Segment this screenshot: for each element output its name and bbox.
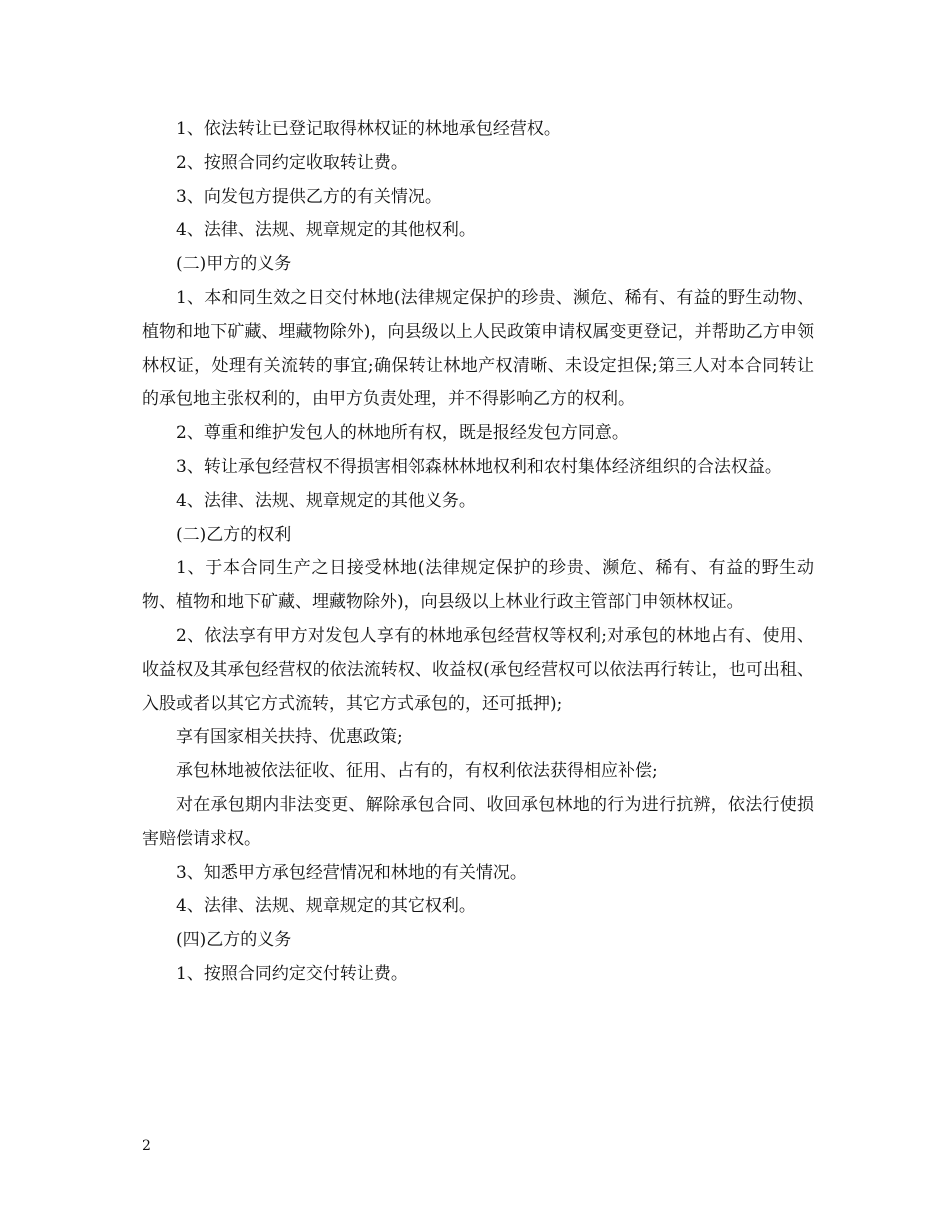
paragraph: 2、尊重和维护发包人的林地所有权，既是报经发包方同意。 (176, 423, 629, 444)
paragraph: 2、依法享有甲方对发包人享有的林地承包经营权等权利;对承包的林地占有、使用、收益权及其承包经营权的依法流转权、收益权(承包经营权可以依法再行转让，也可出租、入股或者以其它方式流转，其它方式承包的，还可抵押); (142, 625, 814, 714)
paragraph: 对在承包期内非法变更、解除承包合同、收回承包林地的行为进行抗辨，依法行使损害赔偿请求权。 (142, 794, 814, 849)
paragraph: 1、依法转让已登记取得林权证的林地承包经营权。 (176, 119, 561, 139)
paragraph: 3、向发包方提供乙方的有关情况。 (176, 186, 442, 207)
section-heading: (二)甲方的义务 (176, 254, 292, 275)
page-number: 2 (142, 1138, 151, 1154)
paragraph: 1、于本合同生产之日接受林地(法律规定保护的珍贵、濒危、稀有、有益的野生动物、植物和地下矿藏、埋藏物除外)，向县级以上林业行政主管部门申领林权证。 (142, 558, 814, 613)
paragraph: 3、知悉甲方承包经营情况和林地的有关情况。 (176, 862, 527, 883)
paragraph: 2、按照合同约定收取转让费。 (176, 152, 408, 173)
paragraph: 4、法律、法规、规章规定的其他权利。 (176, 220, 476, 241)
paragraph: 4、法律、法规、规章规定的其他义务。 (176, 490, 476, 511)
section-heading: (四)乙方的义务 (176, 930, 292, 951)
paragraph: 享有国家相关扶持、优惠政策; (176, 727, 403, 748)
paragraph: 承包林地被依法征收、征用、占有的，有权利依法获得相应补偿; (176, 761, 658, 782)
section-heading: (二)乙方的权利 (176, 524, 292, 545)
document-body (142, 113, 814, 992)
paragraph: 4、法律、法规、规章规定的其它权利。 (176, 896, 476, 917)
paragraph: 1、本和同生效之日交付林地(法律规定保护的珍贵、濒危、稀有、有益的野生动物、植物和地下矿藏、埋藏物除外)，向县级以上人民政策申请权属变更登记，并帮助乙方申领林权证，处理有关流转的事宜;确保转让林地产权清晰、未设定担保;第三人对本合同转让的承包地主张权利的，由甲方负责处理，并不得影响乙方的权利。 (142, 287, 814, 410)
paragraph: 3、转让承包经营权不得损害相邻森林林地权利和农村集体经济组织的合法权益。 (176, 456, 782, 477)
paragraph: 1、按照合同约定交付转让费。 (176, 963, 408, 984)
